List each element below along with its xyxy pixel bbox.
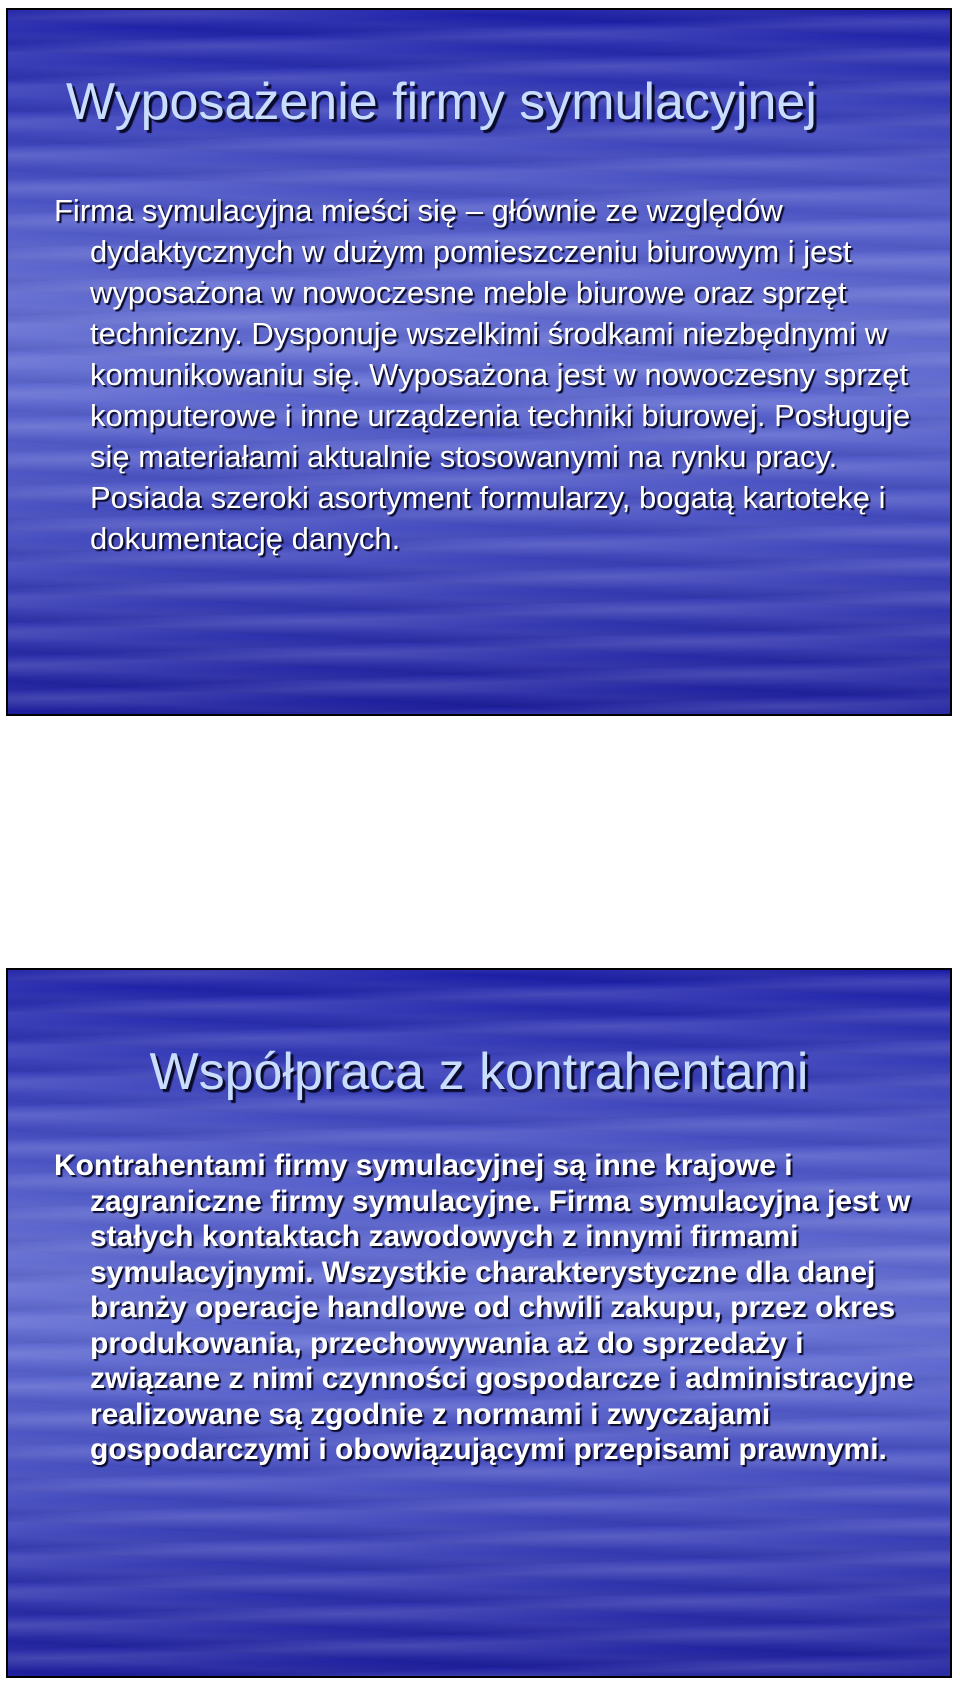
slide-title: Współpraca z kontrahentami <box>149 1043 809 1101</box>
slide-body-text: Kontrahentami firmy symulacyjnej są inne krajowe i zagraniczne firmy symulacyjne. Firma symulacyjna jest w stałych kontaktach zawodowych z innymi firmami symulacyjnymi. Wszystkie charakterystyczne dla danej branży operacje handlowe od chwili zakupu, przez okres produkowania, przechowywania aż do sprzedaży i związane z nimi czynności gospodarcze i administracyjne realizowane są zgodnie z normami i zwyczajami gospodarczymi i obowiązującymi przepisami prawnymi. <box>54 1149 914 1466</box>
slide-body-text: Firma symulacyjna mieści się – głównie ze względów dydaktycznych w dużym pomieszczeniu biurowym i jest wyposażona w nowoczesne meble biurowe oraz sprzęt techniczny. Dysponuje wszelkimi środkami niezbędnymi w komunikowaniu się. Wyposażona jest w nowoczesny sprzęt komputerowe i inne urządzenia techniki biurowej. Posługuje się materiałami aktualnie stosowanymi na rynku pracy. Posiada szeroki asortyment formularzy, bogatą kartotekę i dokumentację danych. <box>54 193 911 556</box>
slide-equipment <box>6 8 952 716</box>
slide-title: Wyposażenie firmy symulacyjnej <box>66 73 817 131</box>
slide-cooperation <box>6 968 952 1678</box>
